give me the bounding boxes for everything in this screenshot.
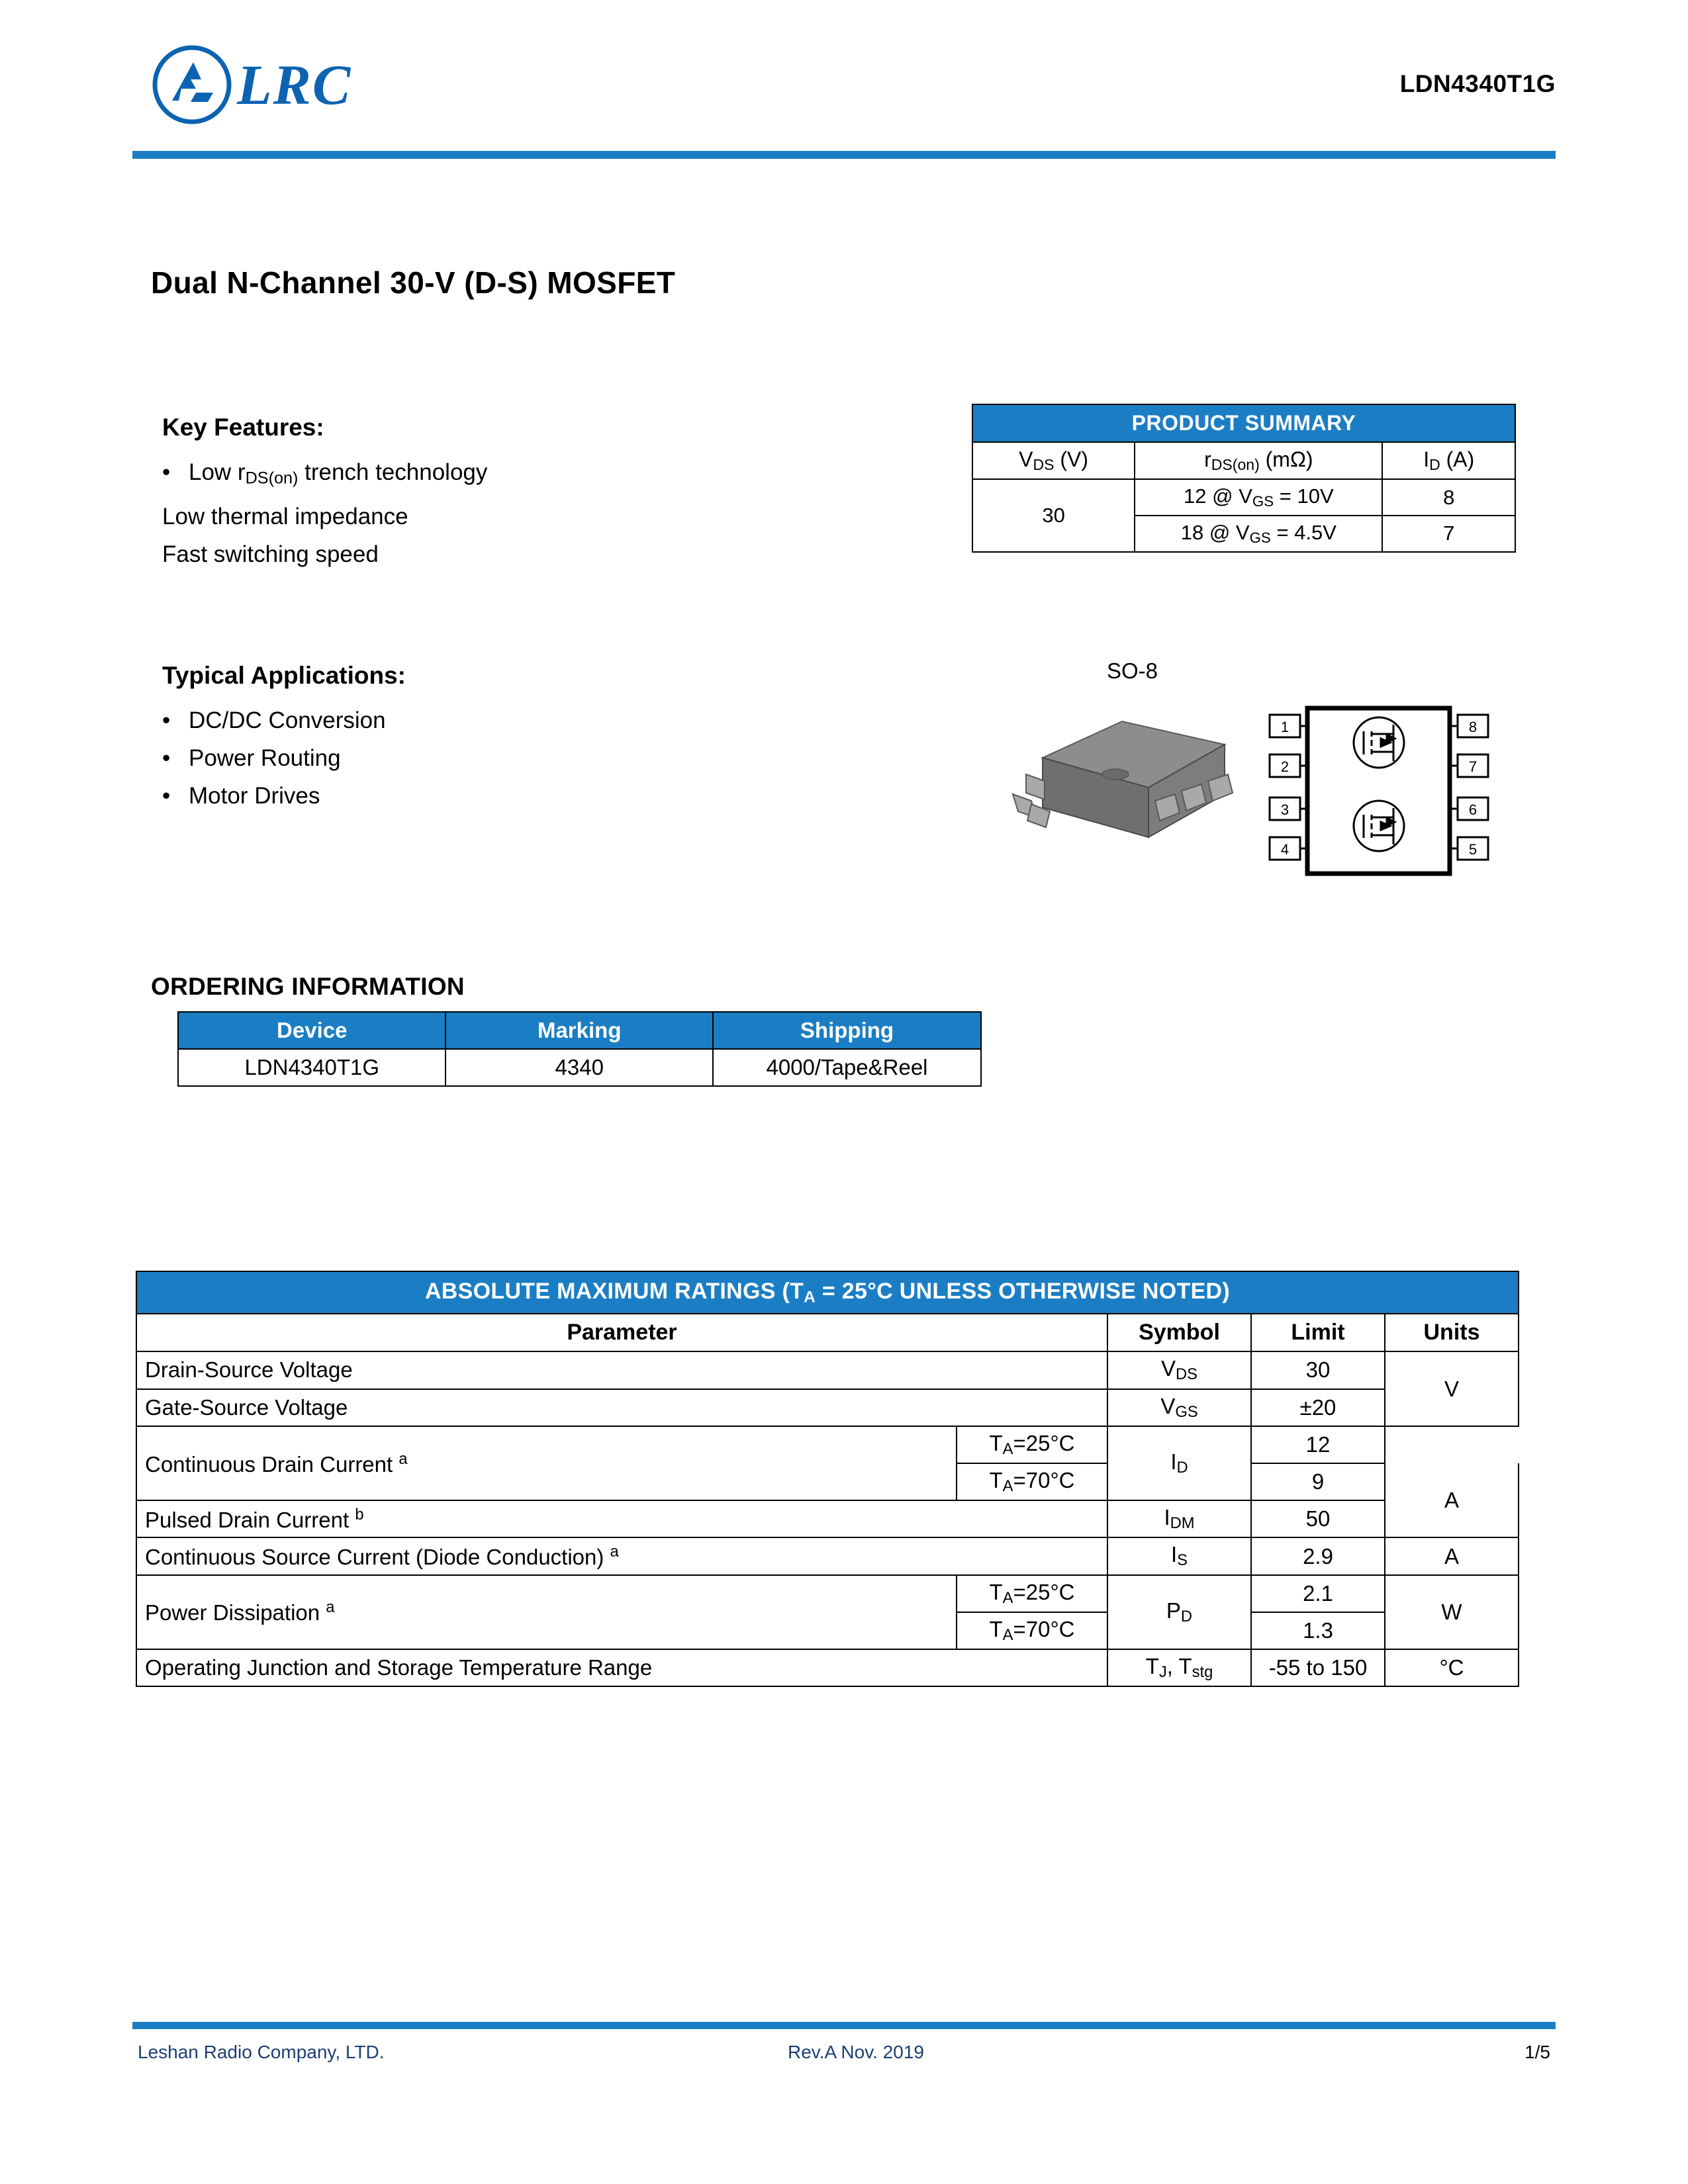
table-header-row xyxy=(178,1012,981,1049)
amr-symbol-vds: $V_{DS}$ xyxy=(1107,1351,1251,1388)
ps-id-2: 7 xyxy=(1382,516,1515,552)
amr-units-celsius: °C xyxy=(1385,1649,1519,1686)
amr-units-is: A xyxy=(1385,1537,1519,1574)
amr-param-pulsed-drain-current: Pulsed Drain Current $^b$ xyxy=(136,1500,1107,1537)
package-illustration xyxy=(1006,695,1536,913)
amr-symbol-idm: $I_{DM}$ xyxy=(1107,1500,1251,1537)
oi-header-marking: Marking xyxy=(445,1012,713,1049)
ordering-information-heading: ORDERING INFORMATION xyxy=(151,973,465,1000)
amr-header-limit: Limit xyxy=(1251,1314,1385,1351)
amr-condition-ta25: $T_A=25^\circ C$ xyxy=(957,1426,1107,1463)
amr-limit-pd-25: 2.1 xyxy=(1251,1575,1385,1612)
lrc-logo-icon xyxy=(152,45,232,124)
amr-condition-ta70: $T_A=70^\circ C$ xyxy=(957,1463,1107,1500)
ordering-information-table xyxy=(177,1011,982,1087)
svg-text:6: 6 xyxy=(1468,801,1477,818)
amr-limit-id-25: 12 xyxy=(1251,1426,1385,1463)
amr-param-power-dissipation: Power Dissipation $^a$ xyxy=(136,1575,957,1649)
amr-header-units: Units xyxy=(1385,1314,1519,1351)
list-item-label: DC/DC Conversion xyxy=(189,707,386,733)
so8-package-drawing xyxy=(1006,695,1536,913)
amr-condition-pd-ta70: $T_A=70^\circ C$ xyxy=(957,1612,1107,1649)
footer-divider xyxy=(132,2022,1556,2029)
footer-company: Leshan Radio Company, LTD. xyxy=(138,2042,385,2062)
amr-limit-vds: 30 xyxy=(1251,1351,1385,1388)
oi-header-device: Device xyxy=(178,1012,445,1049)
ps-rdson-1: 12 @ $V_{GS} = 10V$ xyxy=(1135,479,1382,516)
page-title: Dual N-Channel 30-V (D-S) MOSFET xyxy=(151,265,676,300)
oi-header-shipping: Shipping xyxy=(713,1012,981,1049)
amr-param-continuous-source-current: Continuous Source Current (Diode Conduction) $^a$ xyxy=(136,1537,1107,1574)
amr-limit-is: 2.9 xyxy=(1251,1537,1385,1574)
amr-param-drain-source-voltage: Drain-Source Voltage xyxy=(136,1351,1107,1388)
footer-page-number: 1/5 xyxy=(1524,2042,1550,2062)
amr-symbol-is: $I_S$ xyxy=(1107,1537,1251,1574)
table-row xyxy=(136,1649,1519,1686)
amr-header-parameter: Parameter xyxy=(136,1314,1107,1351)
amr-symbol-tj-tstg: $T_J$, $T_{stg}$ xyxy=(1107,1649,1251,1686)
svg-text:2: 2 xyxy=(1280,758,1289,775)
footer-revision: Rev.A Nov. 2019 xyxy=(788,2042,924,2062)
table-row xyxy=(136,1389,1519,1426)
header-divider xyxy=(132,151,1556,159)
table-row xyxy=(136,1426,1519,1463)
svg-text:5: 5 xyxy=(1468,841,1477,858)
amr-units-current-spacer xyxy=(1385,1426,1519,1463)
list-item: • Power Routing xyxy=(162,745,341,771)
amr-limit-idm: 50 xyxy=(1251,1500,1385,1537)
absolute-maximum-ratings-table xyxy=(136,1271,1519,1687)
key-features-list xyxy=(162,453,487,573)
amr-banner: ABSOLUTE MAXIMUM RATINGS ($T_A = 25^\circ C$ UNLESS OTHERWISE NOTED) xyxy=(136,1271,1519,1314)
table-row xyxy=(136,1537,1519,1574)
svg-text:4: 4 xyxy=(1280,841,1289,858)
list-item: • Low $r_{DS(on)}$ trench technology xyxy=(162,459,488,488)
ps-vds-value: 30 xyxy=(972,479,1135,552)
page-footer xyxy=(132,2042,1556,2081)
amr-limit-vgs: ±20 xyxy=(1251,1389,1385,1426)
list-item-label: Motor Drives xyxy=(189,783,320,809)
list-item: • Motor Drives xyxy=(162,783,320,809)
page-header xyxy=(132,33,1556,139)
amr-limit-id-70: 9 xyxy=(1251,1463,1385,1500)
amr-header-symbol: Symbol xyxy=(1107,1314,1251,1351)
svg-text:1: 1 xyxy=(1280,719,1289,735)
list-item: • DC/DC Conversion xyxy=(162,707,386,733)
pinout-schematic xyxy=(1270,708,1488,874)
amr-symbol-id: $I_D$ xyxy=(1107,1426,1251,1500)
list-item-label: Power Routing xyxy=(189,745,341,771)
ps-rdson-2: 18 @ $V_{GS} = 4.5V$ xyxy=(1135,516,1382,552)
svg-text:7: 7 xyxy=(1468,758,1477,775)
list-item: Low thermal impedance xyxy=(162,503,408,529)
part-number: LDN4340T1G xyxy=(1399,70,1556,97)
ps-header-rdson: $r_{DS(on)}$ (mΩ) xyxy=(1135,442,1382,479)
svg-text:3: 3 xyxy=(1280,801,1289,818)
table-row xyxy=(178,1049,981,1086)
ps-header-id: $I_D$ (A) xyxy=(1382,442,1515,479)
logo-wordmark: LRC xyxy=(237,53,352,116)
table-row xyxy=(136,1500,1519,1537)
ps-header-vds: $V_{DS}$ (V) xyxy=(972,442,1135,479)
amr-limit-pd-70: 1.3 xyxy=(1251,1612,1385,1649)
table-header-row xyxy=(136,1314,1519,1351)
ps-id-1: 8 xyxy=(1382,479,1515,516)
key-features-heading: Key Features: xyxy=(162,414,324,441)
amr-symbol-pd: $P_D$ xyxy=(1107,1575,1251,1649)
package-label: SO-8 xyxy=(1107,659,1158,683)
package-body-3d xyxy=(1013,721,1233,837)
typical-applications-list xyxy=(162,702,386,815)
amr-param-gate-source-voltage: Gate-Source Voltage xyxy=(136,1389,1107,1426)
amr-limit-temperature: -55 to 150 xyxy=(1251,1649,1385,1686)
typical-applications-heading: Typical Applications: xyxy=(162,662,406,689)
amr-condition-pd-ta25: $T_A=25^\circ C$ xyxy=(957,1575,1107,1612)
product-summary-banner: PRODUCT SUMMARY xyxy=(972,404,1515,442)
amr-units-ampere: A xyxy=(1385,1463,1519,1537)
amr-units-voltage: V xyxy=(1385,1351,1519,1426)
list-item: Fast switching speed xyxy=(162,541,379,567)
amr-units-watt: W xyxy=(1385,1575,1519,1649)
company-logo xyxy=(152,40,450,126)
table-row xyxy=(136,1351,1519,1388)
svg-text:8: 8 xyxy=(1468,719,1477,735)
oi-cell-marking: 4340 xyxy=(445,1049,713,1086)
amr-symbol-vgs: $V_{GS}$ xyxy=(1107,1389,1251,1426)
table-row xyxy=(136,1575,1519,1612)
oi-cell-device: LDN4340T1G xyxy=(178,1049,445,1086)
product-summary-table xyxy=(972,404,1516,553)
amr-param-operating-temperature: Operating Junction and Storage Temperature Range xyxy=(136,1649,1107,1686)
oi-cell-shipping: 4000/Tape&Reel xyxy=(713,1049,981,1086)
amr-param-continuous-drain-current: Continuous Drain Current $^a$ xyxy=(136,1426,957,1500)
